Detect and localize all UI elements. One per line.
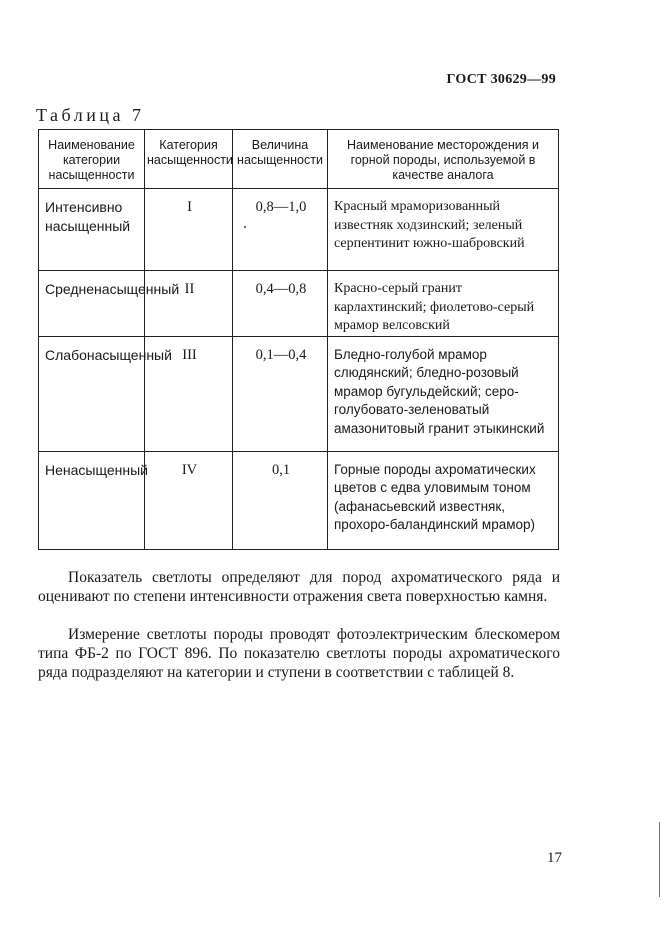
- table-row: [39, 189, 559, 271]
- row-category-cell: IV: [145, 451, 233, 549]
- row-name-cell: Слабонасыщенный: [39, 336, 145, 451]
- column-header-category: Категория насыщенности: [145, 130, 233, 189]
- column-header-value: Величина насыщенности: [233, 130, 328, 189]
- table-caption: Таблица 7: [36, 105, 145, 125]
- page-number: 17: [547, 850, 562, 866]
- table-row: [39, 271, 559, 337]
- row-value-cell: 0,8—1,0: [233, 189, 328, 271]
- saturation-table: [38, 129, 559, 550]
- row-category-cell: III: [145, 336, 233, 451]
- column-header-analog: Наименование месторождения и горной породы, используемой в качестве аналога: [328, 130, 559, 189]
- column-header-name: Наименование категории насыщенности: [39, 130, 145, 189]
- table-header-row: [39, 130, 559, 189]
- stray-dot: [244, 226, 246, 228]
- table-row: [39, 451, 559, 549]
- body-paragraph: Измерение светлоты породы проводят фотоэлектрическим блескомером типа ФБ-2 по ГОСТ 896. По показателю светлоты породы ахроматического ряда подразделяют на категории и ступени в соответствии с таблицей 8.: [38, 626, 560, 681]
- document-code: ГОСТ 30629—99: [446, 72, 556, 87]
- row-analog-cell: Горные породы ахроматических цветов с едва уловимым тоном (афанасьевский известняк, прохоро-баландинский мрамор): [328, 451, 559, 549]
- row-name-cell: Интенсивно насыщенный: [39, 189, 145, 271]
- row-analog-cell: Красно-серый гранит карлахтинский; фиолетово-серый мрамор велсовский: [328, 271, 559, 337]
- row-analog-cell: Бледно-голубой мрамор слюдянский; бледно-розовый мрамор бугульдейский; серо-голубовато-зеленоватый амазонитовый гранит этыкинский: [328, 336, 559, 451]
- row-value-cell: 0,4—0,8: [233, 271, 328, 337]
- row-analog-cell: Красный мраморизованный известняк ходзинский; зеленый серпентинит южно-шабровский: [328, 189, 559, 271]
- body-paragraph: Показатель светлоты определяют для пород ахроматического ряда и оценивают по степени интенсивности отражения света поверхностью камня.: [38, 569, 560, 605]
- row-name-cell: Ненасыщенный: [39, 451, 145, 549]
- row-value-cell: 0,1—0,4: [233, 336, 328, 451]
- row-category-cell: II: [145, 271, 233, 337]
- row-value-cell: 0,1: [233, 451, 328, 549]
- scan-edge-mark: [659, 822, 660, 897]
- row-category-cell: I: [145, 189, 233, 271]
- row-name-cell: Средненасыщенный: [39, 271, 145, 337]
- table-row: [39, 336, 559, 451]
